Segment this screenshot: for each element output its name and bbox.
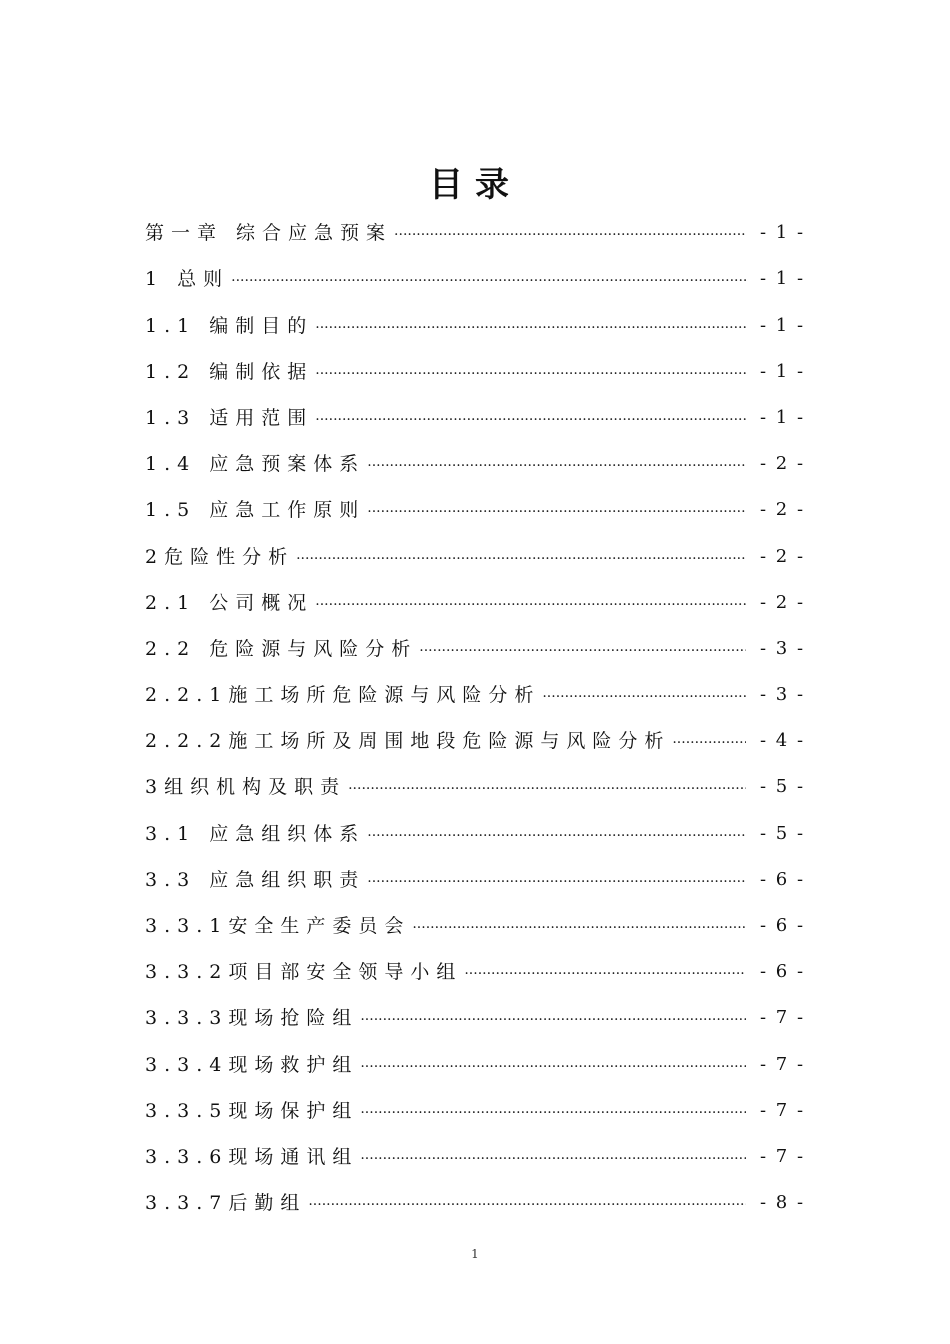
toc-entry-label: 3.3.4现场救护组	[145, 1053, 359, 1076]
toc-entry-label: 1.5 应急工作原则	[145, 499, 366, 522]
toc-entry-page: - 7 -	[760, 1099, 806, 1121]
toc-leader-dots	[315, 578, 746, 624]
toc-entry-label: 1.3 适用范围	[145, 406, 314, 429]
toc-leader-dots	[360, 993, 746, 1039]
toc-leader-dots	[296, 532, 746, 578]
toc-entry-label: 3.3.6现场通讯组	[145, 1145, 359, 1168]
toc-entry-label: 3.3 应急组织职责	[145, 868, 366, 891]
toc-entry-label: 2.1 公司概况	[145, 591, 314, 614]
toc-entry-label: 3.3.5现场保护组	[145, 1099, 359, 1122]
toc-entry[interactable]	[145, 1134, 806, 1180]
toc-entry-label: 1 总则	[145, 268, 230, 291]
toc-entry-page: - 2 -	[760, 453, 806, 475]
toc-leader-dots	[367, 485, 746, 531]
toc-entry[interactable]	[145, 718, 806, 764]
toc-entry[interactable]	[145, 1088, 806, 1134]
toc-entry-label: 3.3.2项目部安全领导小组	[145, 961, 463, 984]
toc-leader-dots	[464, 947, 746, 993]
toc-leader-dots	[419, 624, 746, 670]
toc-entry-page: - 1 -	[760, 314, 806, 336]
page-number: 1	[471, 1247, 479, 1261]
toc-entry-page: - 7 -	[760, 1145, 806, 1167]
toc-entry-label: 3.3.1安全生产委员会	[145, 915, 411, 937]
toc-leader-dots	[672, 716, 746, 762]
toc-entry[interactable]	[145, 764, 806, 810]
toc-entry-page: - 2 -	[760, 591, 806, 613]
toc-leader-dots	[348, 762, 746, 808]
toc-leader-dots	[231, 254, 746, 300]
toc-entry[interactable]	[145, 672, 806, 718]
toc-entry-page: - 1 -	[760, 222, 806, 244]
toc-entry[interactable]	[145, 810, 806, 856]
toc-list	[145, 210, 806, 1226]
toc-entry-label: 3.1 应急组织体系	[145, 822, 366, 845]
toc-entry[interactable]	[145, 1180, 806, 1226]
toc-entry-label: 2.2 危险源与风险分析	[145, 637, 418, 660]
toc-entry-label: 1.1 编制目的	[145, 314, 314, 337]
toc-entry[interactable]	[145, 533, 806, 579]
toc-entry-label: 2危险性分析	[145, 545, 295, 568]
toc-leader-dots	[360, 1086, 746, 1132]
toc-entry-label: 1.4 应急预案体系	[145, 453, 366, 476]
toc-entry-page: - 6 -	[760, 868, 806, 890]
toc-leader-dots	[315, 301, 746, 347]
toc-entry-label: 2.2.2施工场所及周围地段危险源与风险分析	[145, 730, 671, 753]
toc-entry[interactable]	[145, 903, 806, 949]
toc-leader-dots	[367, 439, 746, 485]
toc-entry-label: 1.2 编制依据	[145, 360, 314, 383]
toc-entry-page: - 2 -	[760, 499, 806, 521]
toc-entry[interactable]	[145, 210, 806, 256]
toc-entry-label: 2.2.1施工场所危险源与风险分析	[145, 684, 541, 707]
toc-leader-dots	[542, 670, 746, 716]
toc-entry-page: - 3 -	[760, 637, 806, 659]
toc-title: 目录	[429, 165, 521, 205]
toc-entry-page: - 1 -	[760, 360, 806, 382]
toc-entry[interactable]	[145, 302, 806, 348]
toc-entry[interactable]	[145, 256, 806, 302]
toc-entry-page: - 7 -	[760, 1053, 806, 1075]
toc-entry[interactable]	[145, 441, 806, 487]
toc-entry[interactable]	[145, 487, 806, 533]
toc-entry-label: 3.3.7后勤组	[145, 1192, 307, 1215]
toc-entry-page: - 6 -	[760, 915, 806, 936]
toc-leader-dots	[308, 1178, 746, 1224]
toc-entry[interactable]	[145, 349, 806, 395]
toc-entry-page: - 2 -	[760, 545, 806, 567]
toc-entry-page: - 5 -	[760, 776, 806, 798]
toc-entry[interactable]	[145, 580, 806, 626]
toc-entry-page: - 7 -	[760, 1007, 806, 1029]
toc-leader-dots	[412, 901, 746, 947]
toc-leader-dots	[360, 1040, 746, 1086]
toc-entry-label: 3组织机构及职责	[145, 776, 347, 799]
toc-entry[interactable]	[145, 857, 806, 903]
toc-leader-dots	[394, 208, 746, 254]
toc-entry-page: - 1 -	[760, 406, 806, 428]
toc-entry-label: 3.3.3现场抢险组	[145, 1007, 359, 1030]
toc-leader-dots	[315, 347, 746, 393]
toc-entry-page: - 5 -	[760, 822, 806, 844]
toc-leader-dots	[367, 809, 746, 855]
toc-entry-label: 第一章 综合应急预案	[145, 222, 393, 245]
toc-leader-dots	[360, 1132, 746, 1178]
toc-entry-page: - 8 -	[760, 1192, 806, 1214]
toc-entry-page: - 4 -	[760, 730, 806, 752]
toc-entry-page: - 6 -	[760, 961, 806, 983]
toc-leader-dots	[315, 393, 746, 439]
toc-entry[interactable]	[145, 626, 806, 672]
toc-entry[interactable]	[145, 995, 806, 1041]
toc-entry[interactable]	[145, 949, 806, 995]
toc-entry-page: - 1 -	[760, 268, 806, 290]
toc-leader-dots	[367, 855, 746, 901]
toc-entry-page: - 3 -	[760, 684, 806, 706]
toc-entry[interactable]	[145, 395, 806, 441]
toc-entry[interactable]	[145, 1041, 806, 1087]
